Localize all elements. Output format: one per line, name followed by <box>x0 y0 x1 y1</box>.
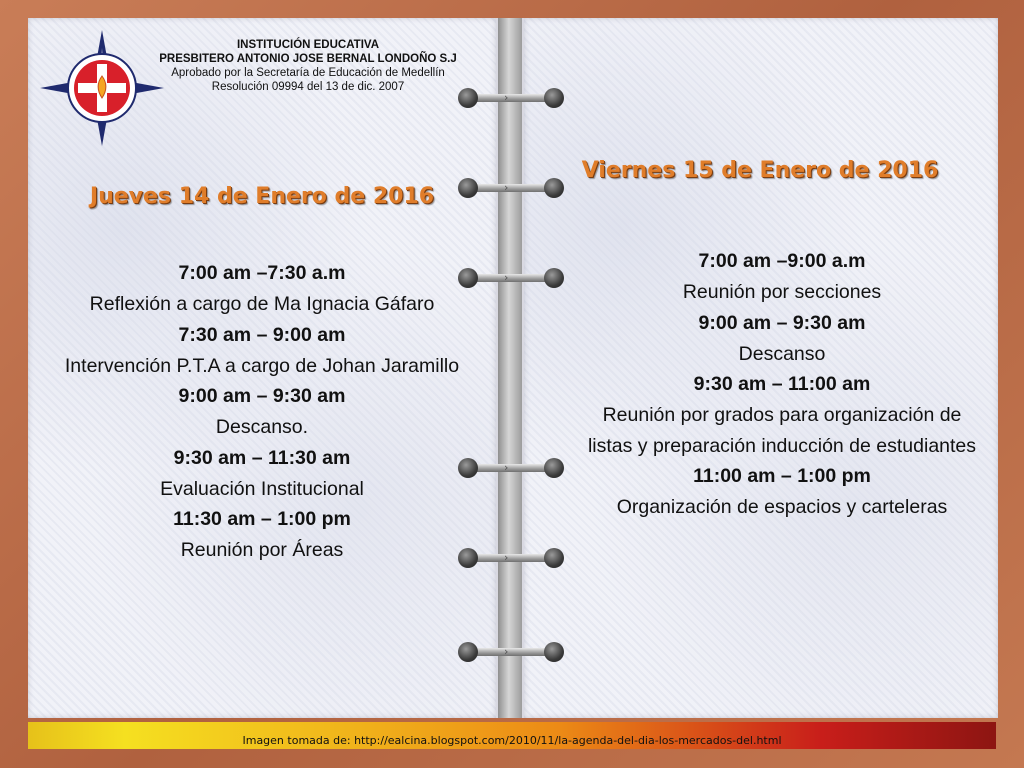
institution-resolution: Resolución 09994 del 13 de dic. 2007 <box>211 81 405 93</box>
ring-knob-right <box>544 268 564 288</box>
ring-knob-right <box>544 642 564 662</box>
schedule-time: 9:30 am – 11:00 am <box>693 373 871 395</box>
ring-bar <box>468 461 554 474</box>
ring-knob-right <box>544 458 564 478</box>
friday-title: Viernes 15 de Enero de 2016 <box>581 158 939 183</box>
binder-ring <box>458 268 564 288</box>
ring-arrow-icon: › <box>504 271 509 284</box>
ring-bar <box>468 181 554 194</box>
schedule-time: 9:30 am – 11:30 am <box>173 446 351 469</box>
ring-arrow-icon: › <box>504 551 509 564</box>
ring-arrow-icon: › <box>504 91 509 104</box>
ring-bar <box>468 91 554 104</box>
institution-approval: Aprobado por la Secretaría de Educación de Medellín <box>171 67 445 79</box>
ring-arrow-icon: › <box>504 181 509 194</box>
schedule-activity: Organización de espacios y carteleras <box>616 496 948 518</box>
agenda-spine <box>498 18 522 718</box>
schedule-time: 7:30 am – 9:00 am <box>178 323 346 346</box>
schedule-activity: Reunión por grados para organización de listas y preparación inducción de estudiantes <box>587 404 977 457</box>
schedule-activity: Evaluación Institucional <box>160 477 364 500</box>
schedule-activity: Reunión por secciones <box>682 281 882 303</box>
schedule-activity: Reflexión a cargo de Ma Ignacia Gáfaro <box>89 293 435 315</box>
ring-bar <box>468 551 554 564</box>
ring-arrow-icon: › <box>504 461 509 474</box>
institution-type: INSTITUCIÓN EDUCATIVA <box>236 39 380 51</box>
schedule-activity: Intervención P.T.A a cargo de Johan Jaramillo <box>64 354 460 377</box>
schedule-time: 11:30 am – 1:00 pm <box>173 508 351 530</box>
schedule-activity: Descanso. <box>215 416 309 438</box>
binder-ring <box>458 458 564 478</box>
binder-ring <box>458 548 564 568</box>
binder-ring <box>458 642 564 662</box>
thursday-title: Jueves 14 de Enero de 2016 <box>89 184 435 209</box>
schedule-time: 7:00 am –7:30 a.m <box>178 262 346 284</box>
schedule-time: 11:00 am – 1:00 pm <box>693 465 871 487</box>
schedule-time: 9:00 am – 9:30 am <box>698 311 866 334</box>
schedule-activity: Descanso <box>738 342 826 365</box>
ring-knob-right <box>544 88 564 108</box>
schedule-time: 7:00 am –9:00 a.m <box>698 250 866 272</box>
thursday-schedule <box>56 258 468 566</box>
binder-ring <box>458 88 564 108</box>
ring-arrow-icon: › <box>504 645 509 658</box>
institution-header <box>150 38 466 94</box>
schedule-activity: Reunión por Áreas <box>180 539 344 561</box>
ring-knob-right <box>544 548 564 568</box>
ring-bar <box>468 271 554 284</box>
friday-schedule <box>580 246 984 523</box>
ring-knob-left <box>458 642 478 662</box>
institution-name: PRESBITERO ANTONIO JOSE BERNAL LONDOÑO S.J <box>159 53 457 65</box>
ring-bar <box>468 645 554 658</box>
schedule-time: 9:00 am – 9:30 am <box>178 385 346 407</box>
institution-logo-icon <box>38 28 166 148</box>
image-credit: Imagen tomada de: http://ealcina.blogspot.com/2010/11/la-agenda-del-dia-los-mercados-del.html <box>242 734 782 747</box>
